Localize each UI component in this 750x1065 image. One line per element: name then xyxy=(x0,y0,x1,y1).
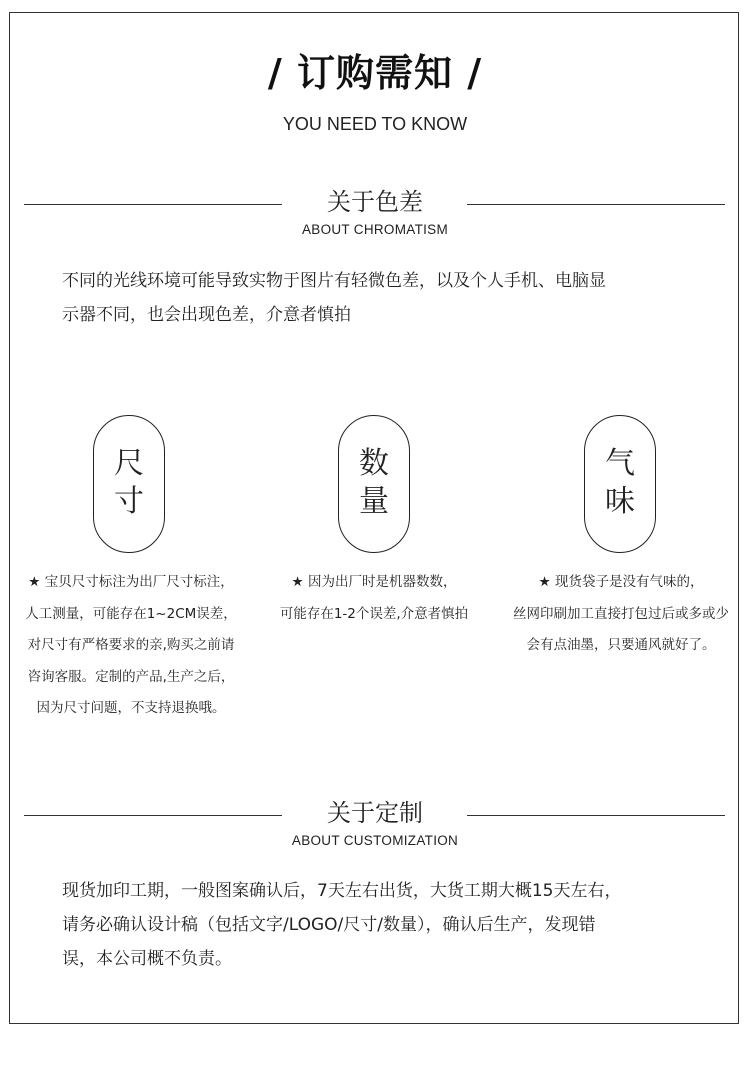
page-subtitle: YOU NEED TO KNOW xyxy=(282,114,468,134)
customization-line: 误，本公司概不负责。 xyxy=(62,949,232,969)
pill-char: 味 xyxy=(605,484,635,519)
pill-char: 尺 xyxy=(114,446,144,481)
size-line: 因为尺寸问题，不支持退换哦。 xyxy=(36,700,226,716)
chromatism-line: 示器不同，也会出现色差，介意者慎拍 xyxy=(62,305,351,325)
size-line: 对尺寸有严格要求的亲,购买之前请 xyxy=(27,637,235,653)
section-subtitle-customization: ABOUT CUSTOMIZATION xyxy=(291,833,459,848)
chromatism-line: 不同的光线环境可能导致实物于图片有轻微色差，以及个人手机、电脑显 xyxy=(62,271,606,291)
size-description xyxy=(14,567,248,725)
section-title-chromatism: 关于色差 xyxy=(327,188,423,216)
size-line: 咨询客服。定制的产品,生产之后， xyxy=(27,668,235,685)
odor-pill xyxy=(584,415,656,553)
quantity-description xyxy=(262,567,486,630)
odor-line: ★ 现货袋子是没有气味的， xyxy=(538,574,704,590)
pill-char: 气 xyxy=(605,446,635,481)
quantity-line: 可能存在1-2个误差,介意者慎拍 xyxy=(279,605,469,622)
customization-line: 现货加印工期，一般图案确认后，7天左右出货，大货工期大概15天左右， xyxy=(62,881,622,901)
quantity-line: ★ 因为出厂时是机器数数， xyxy=(291,574,457,590)
quantity-pill xyxy=(338,415,410,553)
chromatism-text xyxy=(62,264,702,332)
size-line: 人工测量，可能存在1~2CM误差， xyxy=(25,605,237,622)
odor-line: 丝网印刷加工直接打包过后或多或少 xyxy=(513,605,729,622)
size-line: ★ 宝贝尺寸标注为出厂尺寸标注， xyxy=(28,574,234,590)
pill-char: 寸 xyxy=(114,484,144,519)
size-pill xyxy=(93,415,165,553)
odor-line: 会有点油墨，只要通风就好了。 xyxy=(526,637,716,653)
section-subtitle-chromatism: ABOUT CHROMATISM xyxy=(301,222,449,237)
customization-line: 请务必确认设计稿（包括文字/LOGO/尺寸/数量），确认后生产，发现错 xyxy=(62,915,596,935)
odor-description xyxy=(503,567,739,662)
customization-text xyxy=(62,874,702,976)
page-title: / 订购需知 / xyxy=(267,51,483,95)
section-title-customization: 关于定制 xyxy=(327,799,423,827)
pill-char: 数 xyxy=(359,446,389,481)
pill-char: 量 xyxy=(359,484,389,519)
